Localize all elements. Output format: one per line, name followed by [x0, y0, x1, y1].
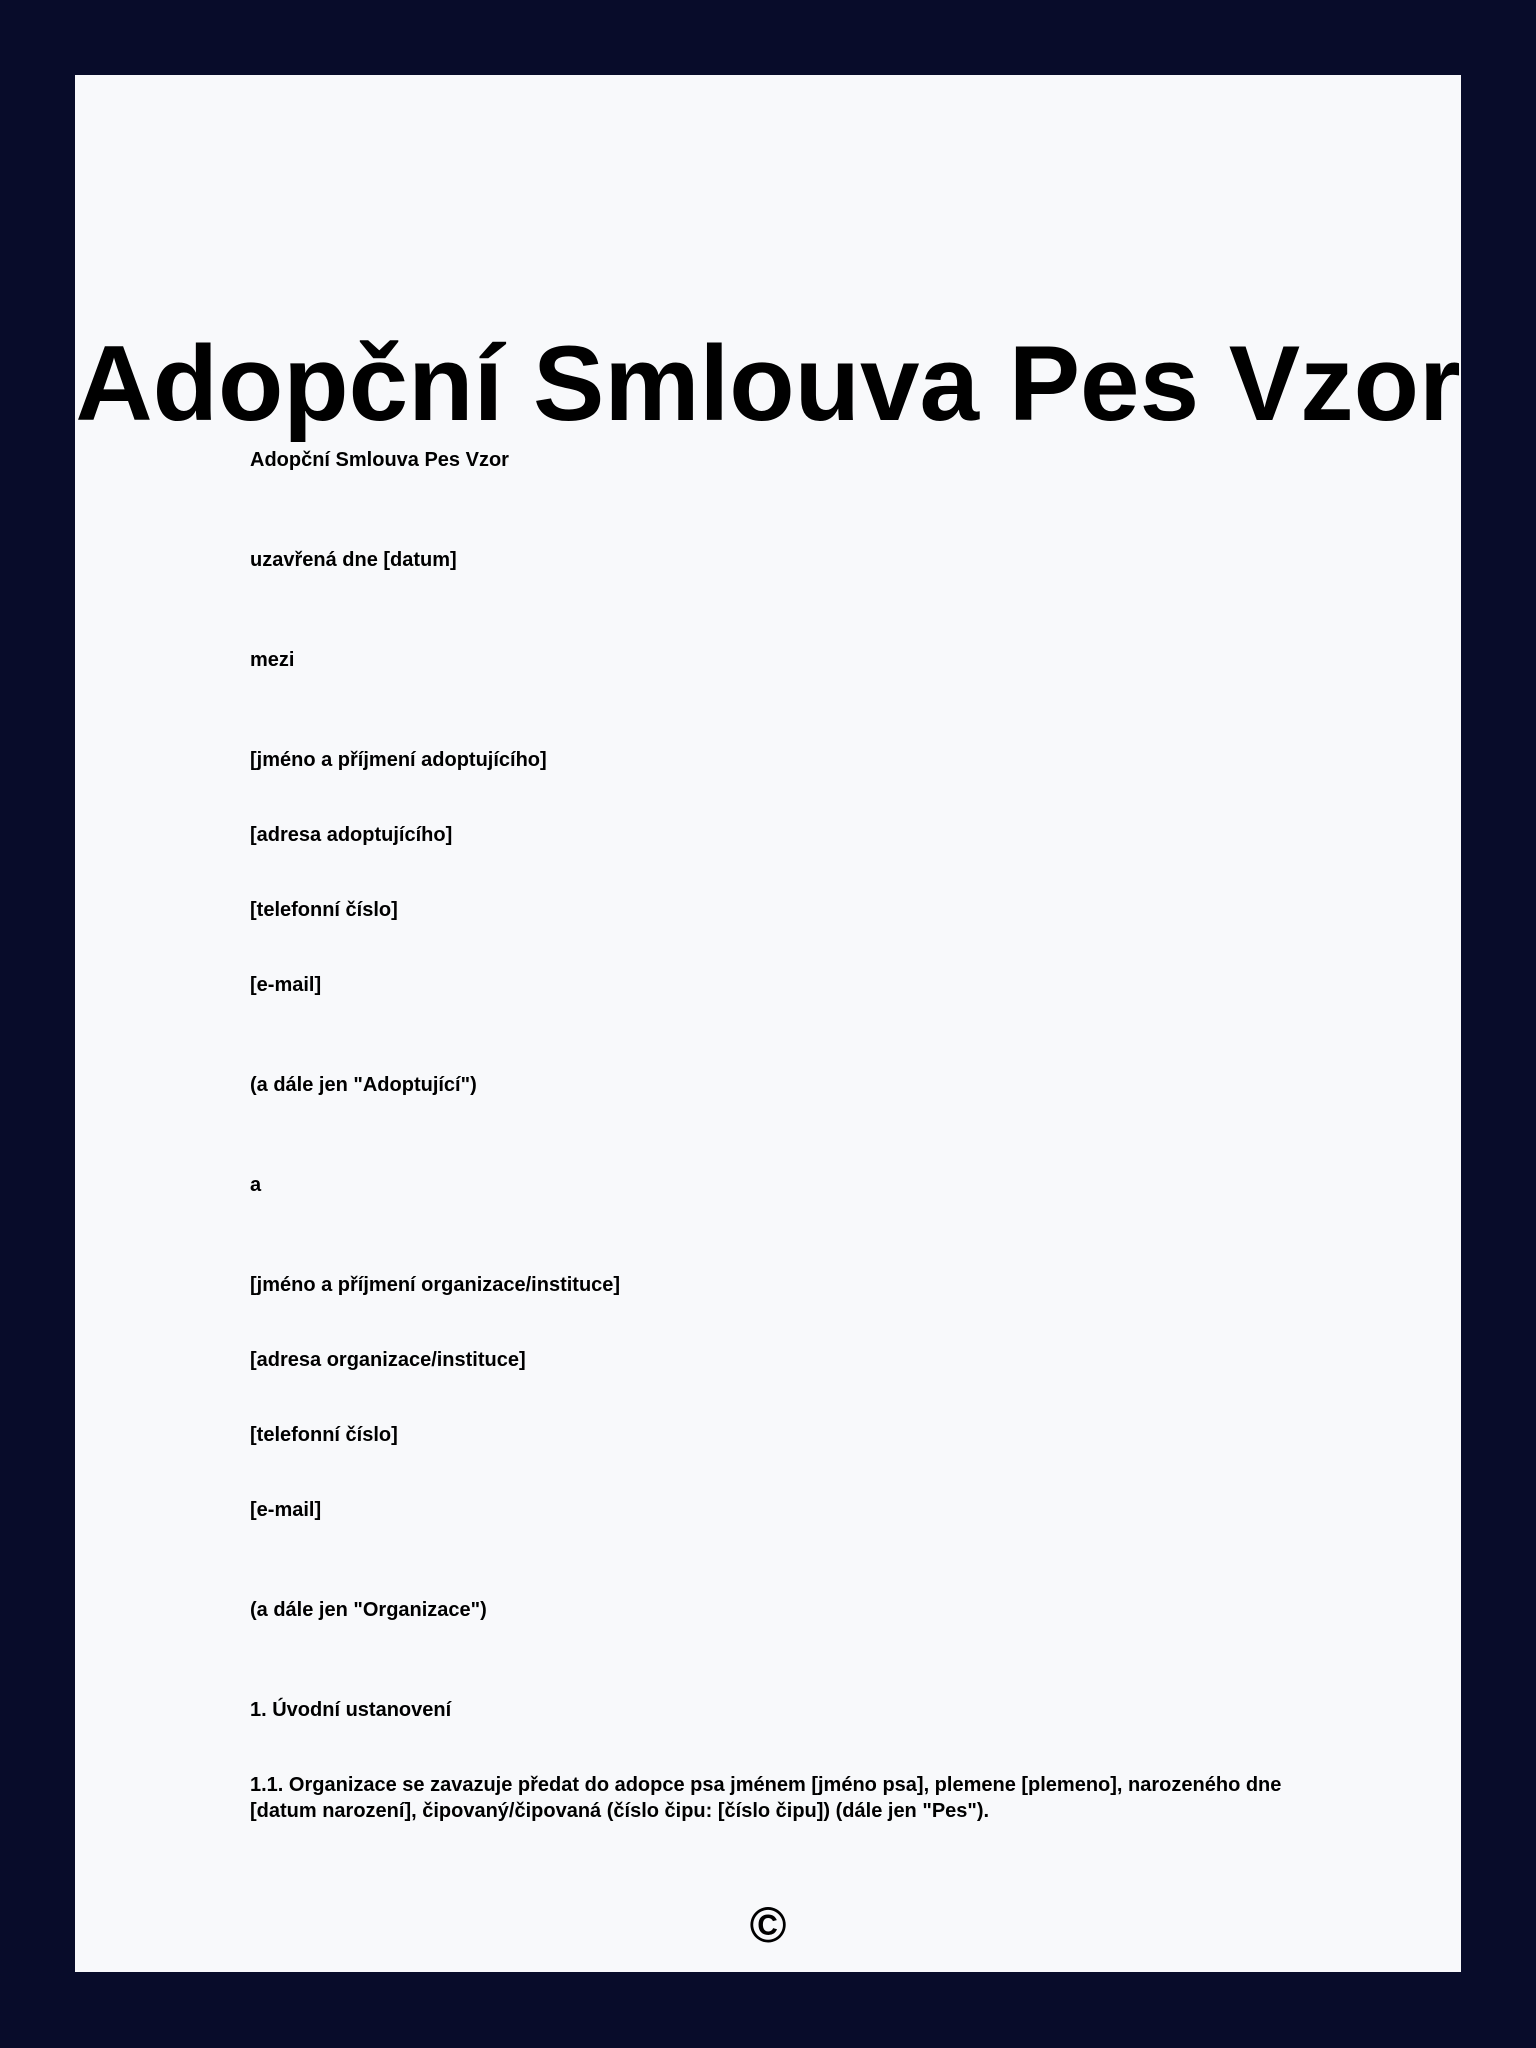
adopter-phone-line: [telefonní číslo] — [250, 899, 398, 921]
adopter-name-line: [jméno a příjmení adoptujícího] — [250, 749, 547, 771]
document-title: Adopční Smlouva Pes Vzor — [75, 323, 1461, 443]
adopter-email-line: [e-mail] — [250, 974, 322, 996]
organization-alias-line: (a dále jen "Organizace") — [250, 1599, 487, 1621]
clause-paragraph: 1.1. Organizace se zavazuje předat do adopce psa jménem [jméno psa], plemene [plemeno], narozeného dne [datum narození], čipovaný/čipovaná (číslo čipu: [číslo čipu]) (dále jen "Pes"). — [250, 1774, 1282, 1822]
organization-email-line: [e-mail] — [250, 1499, 322, 1521]
adopter-address-line: [adresa adoptujícího] — [250, 824, 453, 846]
document-page — [75, 75, 1461, 1972]
and-line: a — [250, 1174, 262, 1196]
copyright-icon: © — [749, 1897, 787, 1953]
date-line: uzavřená dne [datum] — [250, 549, 457, 571]
between-line: mezi — [250, 649, 295, 671]
organization-name-line: [jméno a příjmení organizace/instituce] — [250, 1274, 621, 1296]
section-heading: 1. Úvodní ustanovení — [250, 1699, 452, 1721]
organization-phone-line: [telefonní číslo] — [250, 1424, 398, 1446]
heading-line: Adopční Smlouva Pes Vzor — [250, 449, 509, 471]
adopter-alias-line: (a dále jen "Adoptující") — [250, 1074, 477, 1096]
organization-address-line: [adresa organizace/instituce] — [250, 1349, 526, 1371]
